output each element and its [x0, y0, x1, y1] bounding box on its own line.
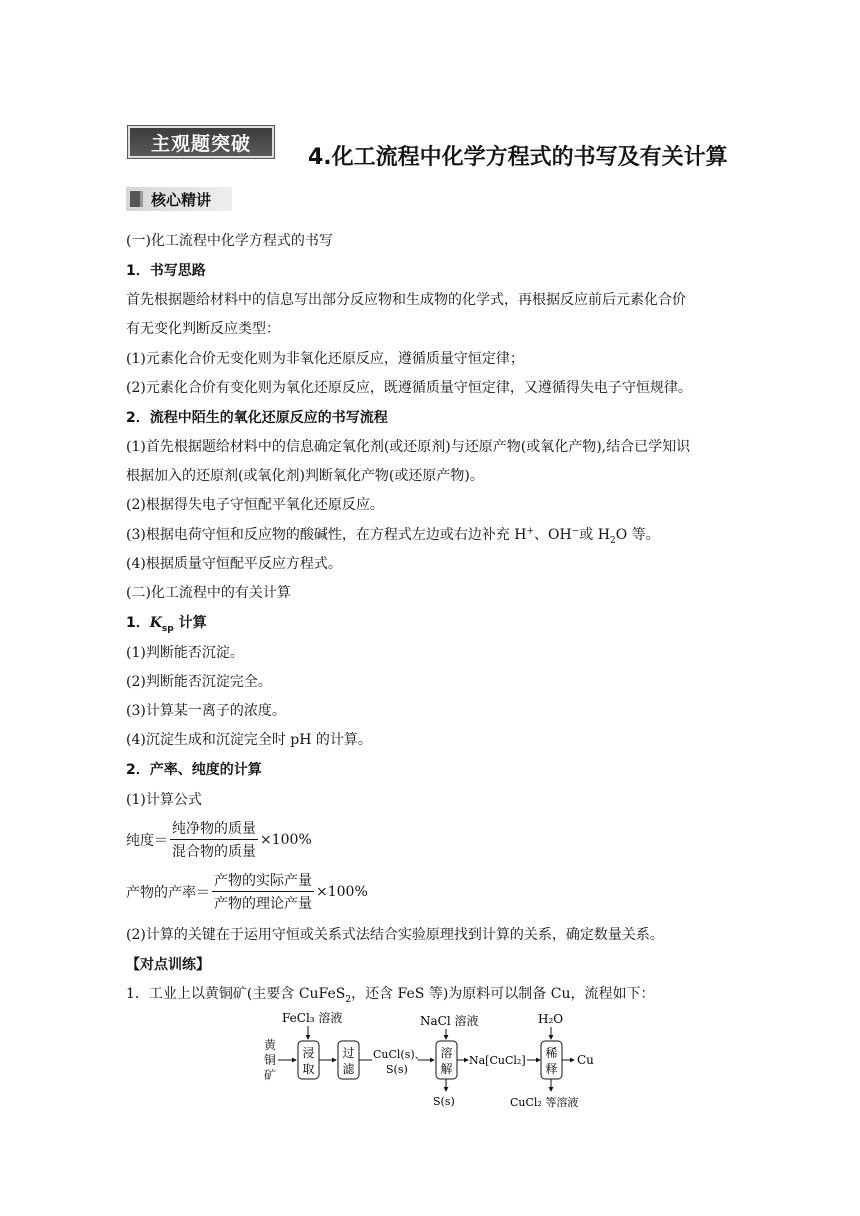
- section-banner: 主观题突破: [128, 126, 274, 158]
- dilution-label-1: 稀: [545, 1046, 558, 1060]
- text: 计算: [173, 615, 207, 631]
- subscript: 2: [345, 994, 352, 1005]
- raw-material-label-2: 铜: [263, 1053, 277, 1067]
- text: 或 H: [579, 527, 610, 543]
- dissolution-label-1: 溶: [440, 1046, 453, 1060]
- raw-material-label-3: 矿: [263, 1068, 277, 1082]
- purity-formula: [126, 818, 312, 861]
- filtration-label-1: 过: [342, 1046, 355, 1060]
- section-tag-label: 核心精讲: [151, 190, 212, 209]
- tag-marker: [130, 191, 143, 207]
- leaching-label-1: 浸: [302, 1046, 315, 1060]
- paragraph: (2)计算的关键在于运用守恒或关系式法结合实验原理找到计算的关系，确定数量关系。: [126, 927, 664, 943]
- formula-lhs: 纯度＝: [126, 832, 168, 849]
- paragraph: (1)元素化合价无变化则为非氧化还原反应，遵循质量守恒定律；: [126, 351, 524, 367]
- paragraph: (2)元素化合价有变化则为氧化还原反应，既遵循质量守恒定律，又遵循得失电子守恒规律。: [126, 380, 692, 396]
- denominator: 混合物的质量: [172, 844, 256, 860]
- paragraph: (1)首先根据题给材料中的信息确定氧化剂(或还原剂)与还原产物(或氧化产物),结合已学知识: [126, 439, 691, 455]
- text: 1．工业上以黄铜矿(主要含 CuFeS: [126, 986, 346, 1002]
- paragraph: 有无变化判断反应类型：: [126, 321, 280, 337]
- subscript: 2: [609, 535, 616, 546]
- process-flow-diagram: [260, 1005, 600, 1115]
- intermediate-1b-label: S(s): [386, 1063, 408, 1076]
- yield-formula: [126, 870, 368, 913]
- dissolution-label-2: 解: [440, 1062, 453, 1076]
- paragraph: (1)计算公式: [126, 792, 202, 808]
- intermediate-1a-label: CuCl(s)、: [373, 1048, 426, 1061]
- reagent-nacl-label: NaCl 溶液: [420, 1014, 479, 1028]
- text: (3)根据电荷守恒和反应物的酸碱性，在方程式左边或右边补充 H: [126, 527, 527, 543]
- formula-tail: ×100%: [316, 883, 368, 900]
- raw-material-label-1: 黄: [263, 1038, 277, 1052]
- formula-tail: ×100%: [260, 831, 312, 848]
- question-1: [126, 985, 654, 1003]
- ksp-symbol: K: [149, 615, 162, 631]
- fraction: [170, 818, 258, 861]
- intermediate-2-label: Na[CuCl₂]: [469, 1054, 526, 1067]
- part2-sub1: [126, 614, 207, 632]
- numerator: 产物的实际产量: [212, 870, 314, 892]
- part1-sub2: 2．流程中陌生的氧化还原反应的书写流程: [126, 410, 388, 426]
- sulfur-output-label: S(s): [433, 1095, 455, 1108]
- section-tag: [126, 187, 232, 211]
- list-item: (2)判断能否沉淀完全。: [126, 674, 272, 690]
- list-item: (1)判断能否沉淀。: [126, 645, 244, 661]
- text: 1．: [126, 615, 150, 631]
- part1-sub1: 1．书写思路: [126, 263, 206, 279]
- part2-heading: (二)化工流程中的有关计算: [126, 585, 291, 601]
- list-item: (4)沉淀生成和沉淀完全时 pH 的计算。: [126, 732, 372, 748]
- superscript: −: [571, 526, 580, 537]
- filtration-label-2: 滤: [342, 1062, 355, 1076]
- fraction: [212, 870, 314, 913]
- list-item: (3)计算某一离子的浓度。: [126, 703, 286, 719]
- product-cu-label: Cu: [577, 1053, 594, 1067]
- text: ，还含 FeS 等)为原料可以制备 Cu，流程如下：: [351, 986, 655, 1002]
- part1-heading: (一)化工流程中化学方程式的书写: [126, 233, 333, 249]
- paragraph: 根据加入的还原剂(或氧化剂)判断氧化产物(或还原产物)。: [126, 468, 484, 484]
- superscript: +: [526, 526, 535, 537]
- paragraph: (4)根据质量守恒配平反应方程式。: [126, 556, 342, 572]
- text: 、OH: [534, 527, 572, 543]
- numerator: 纯净物的质量: [170, 818, 258, 840]
- leaching-label-2: 取: [302, 1062, 315, 1076]
- paragraph: (2)根据得失电子守恒配平氧化还原反应。: [126, 497, 384, 513]
- text: O 等。: [615, 527, 660, 543]
- part2-sub2: 2．产率、纯度的计算: [126, 762, 262, 778]
- dilution-label-2: 释: [545, 1062, 558, 1076]
- formula-lhs: 产物的产率＝: [126, 884, 210, 901]
- page-title: 4.化工流程中化学方程式的书写及有关计算: [308, 145, 728, 170]
- cucl2-output-label: CuCl₂ 等溶液: [510, 1096, 579, 1109]
- paragraph: 首先根据题给材料中的信息写出部分反应物和生成物的化学式，再根据反应前后元素化合价: [126, 292, 686, 308]
- paragraph: [126, 526, 660, 544]
- denominator: 产物的理论产量: [214, 896, 312, 912]
- reagent-fecl3-label: FeCl₃ 溶液: [282, 1011, 343, 1025]
- reagent-water-label: H₂O: [538, 1012, 564, 1026]
- practice-label: 【对点训练】: [126, 957, 210, 973]
- subscript: sp: [161, 623, 174, 634]
